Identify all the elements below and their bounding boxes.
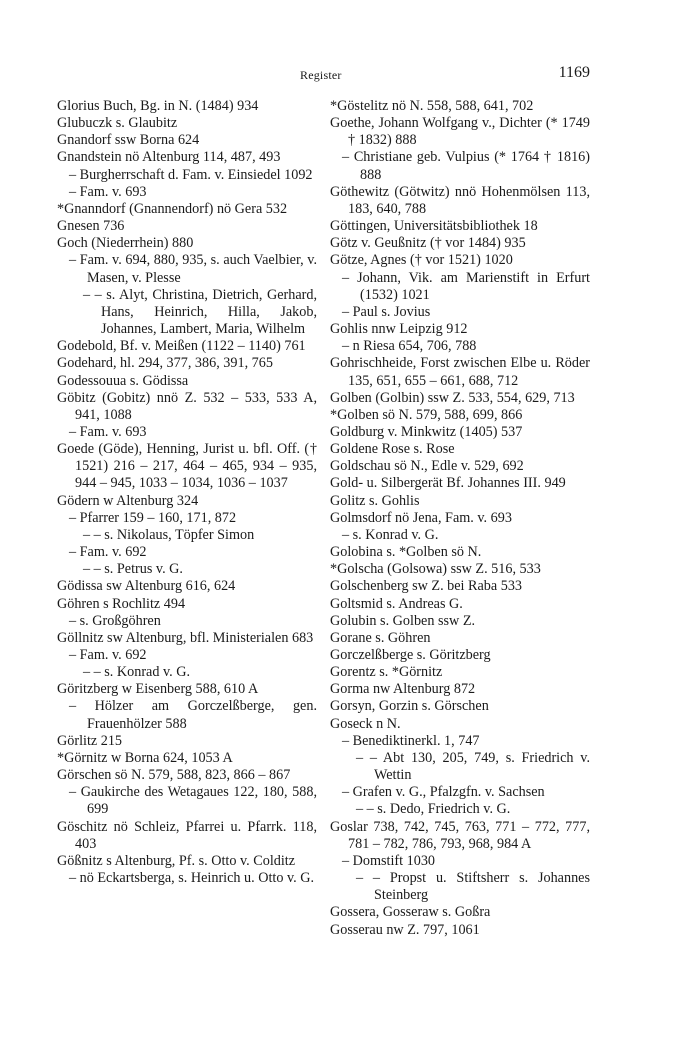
index-entry: – – s. Petrus v. G. (83, 561, 183, 578)
index-entry: Golitz s. Gohlis (330, 492, 420, 509)
page-number: 1169 (558, 64, 590, 81)
index-entry: – Paul s. Jovius (342, 303, 431, 320)
index-entry: Golben (Golbin) ssw Z. 533, 554, 629, 713 (330, 389, 575, 406)
index-entry: Gößnitz s Altenburg, Pf. s. Otto v. Colditz (57, 852, 296, 869)
index-entry: – Grafen v. G., Pfalzgfn. v. Sachsen (342, 784, 545, 801)
index-entry: – s. Konrad v. G. (342, 526, 439, 543)
index-entry: *Gnanndorf (Gnannendorf) nö Gera 532 (57, 200, 288, 217)
index-entry: Goldburg v. Minkwitz (1405) 537 (330, 423, 523, 440)
running-head: Register (300, 68, 342, 82)
index-entry: – Fam. v. 693 (69, 423, 147, 440)
index-entry: Goch (Niederrhein) 880 (57, 235, 194, 252)
index-entry: Gnandorf ssw Borna 624 (57, 132, 200, 149)
index-entry: Göritzberg w Eisenberg 588, 610 A (57, 681, 259, 698)
index-entry: – – s. Dedo, Friedrich v. G. (356, 801, 511, 818)
index-entry: – nö Eckartsberga, s. Heinrich u. Otto v. G. (69, 870, 315, 887)
index-entry: Golobina s. *Golben sö N. (330, 544, 482, 561)
index-entry: – Burgherrschaft d. Fam. v. Einsiedel 1092 (69, 166, 313, 183)
index-entry: Goethe, Johann Wolfgang v., Dichter (* 1749 † 1832) 888 (330, 115, 590, 149)
index-entry: Göschitz nö Schleiz, Pfarrei u. Pfarrk. 118, 403 (57, 818, 317, 852)
index-entry: – Gaukirche des Wetagaues 122, 180, 588, 699 (69, 784, 317, 818)
index-entry: – Fam. v. 692 (69, 647, 147, 663)
index-entry: Göthewitz (Götwitz) nnö Hohenmölsen 113, 183, 640, 788 (330, 183, 590, 217)
index-entry: – – Propst u. Stiftsherr s. Johannes Steinberg (356, 870, 590, 904)
index-column-right (330, 98, 590, 939)
index-entry: – s. Großgöhren (69, 612, 161, 629)
index-entry: – n Riesa 654, 706, 788 (342, 338, 477, 355)
index-entry: Gorma nw Altenburg 872 (330, 681, 476, 698)
index-entry: Goede (Göde), Henning, Jurist u. bfl. Off. († 1521) 216 – 217, 464 – 465, 934 – 935, 944 – 945, 1033 – 1034, 1036 – 1037 (57, 441, 317, 492)
index-entry: Golubin s. Golben ssw Z. (330, 612, 476, 629)
index-entry: Gödissa sw Altenburg 616, 624 (57, 578, 236, 595)
index-entry: – Hölzer am Gorczelßberge, gen. Frauenhölzer 588 (69, 698, 317, 732)
index-entry: – – s. Konrad v. G. (83, 664, 191, 681)
index-entry: – Christiane geb. Vulpius (* 1764 † 1816) 888 (342, 149, 590, 183)
index-entry: Goltsmid s. Andreas G. (330, 595, 463, 612)
index-entry: Gosserau nw Z. 797, 1061 (330, 921, 480, 938)
index-entry: Golmsdorf nö Jena, Fam. v. 693 (330, 509, 512, 526)
index-entry: Godehard, hl. 294, 377, 386, 391, 765 (57, 355, 273, 372)
index-entry: – Pfarrer 159 – 160, 171, 872 (69, 509, 237, 526)
index-entry: – Fam. v. 692 (69, 544, 147, 561)
index-entry: Goldschau sö N., Edle v. 529, 692 (330, 458, 524, 475)
index-entry: Gohrischheide, Forst zwischen Elbe u. Röder 135, 651, 655 – 661, 688, 712 (330, 355, 590, 389)
index-entry: – Domstift 1030 (342, 852, 436, 869)
index-entry: – Fam. v. 694, 880, 935, s. auch Vaelbier, v. Masen, v. Plesse (69, 252, 317, 286)
index-entry: Glorius Buch, Bg. in N. (1484) 934 (57, 98, 259, 114)
index-entry: – Johann, Vik. am Marienstift in Erfurt (1532) 1021 (342, 269, 590, 303)
index-entry: Gohlis nnw Leipzig 912 (330, 321, 468, 338)
index-entry: Görschen sö N. 579, 588, 823, 866 – 867 (57, 767, 291, 784)
index-entry: Gorane s. Göhren (330, 629, 431, 646)
index-entry: Gödern w Altenburg 324 (57, 492, 199, 509)
index-entry: Görlitz 215 (57, 732, 123, 749)
index-entry: Göhren s Rochlitz 494 (57, 595, 186, 612)
index-entry: *Görnitz w Borna 624, 1053 A (57, 749, 233, 766)
index-column-left (57, 98, 317, 887)
index-entry: Göttingen, Universitätsbibliothek 18 (330, 218, 538, 235)
index-entry: Gold- u. Silbergerät Bf. Johannes III. 949 (330, 475, 566, 492)
index-entry: *Golben sö N. 579, 588, 699, 866 (330, 406, 523, 423)
index-entry: Golschenberg sw Z. bei Raba 533 (330, 578, 523, 595)
index-entry: Godessouua s. Gödissa (57, 372, 189, 389)
index-entry: Götz v. Geußnitz († vor 1484) 935 (330, 235, 526, 252)
index-entry: Goseck n N. (330, 715, 401, 732)
index-entry: Gnandstein nö Altenburg 114, 487, 493 (57, 149, 281, 166)
index-entry: – Fam. v. 693 (69, 183, 147, 200)
index-entry: – – s. Nikolaus, Töpfer Simon (83, 526, 255, 543)
index-entry: Goslar 738, 742, 745, 763, 771 – 772, 777, 781 – 782, 786, 793, 968, 984 A (330, 818, 590, 852)
index-entry: Godebold, Bf. v. Meißen (1122 – 1140) 761 (57, 338, 306, 355)
index-entry: Gorczelßberge s. Göritzberg (330, 647, 491, 663)
index-entry: Gorentz s. *Görnitz (330, 664, 443, 681)
index-entry: Glubuczk s. Glaubitz (57, 115, 178, 132)
index-entry: Götze, Agnes († vor 1521) 1020 (330, 252, 513, 269)
index-entry: Gossera, Gosseraw s. Goßra (330, 904, 491, 921)
index-entry: Göllnitz sw Altenburg, bfl. Ministerialen 683 (57, 629, 314, 646)
index-entry: Göbitz (Gobitz) nnö Z. 532 – 533, 533 A, 941, 1088 (57, 389, 317, 423)
index-entry: – – s. Alyt, Christina, Dietrich, Gerhard, Hans, Heinrich, Hilla, Jakob, Johannes, Lambert, Maria, Wilhelm (83, 286, 317, 338)
index-entry: Goldene Rose s. Rose (330, 441, 455, 458)
page-header (0, 64, 700, 88)
index-entry: Gnesen 736 (57, 218, 125, 235)
index-entry: *Göstelitz nö N. 558, 588, 641, 702 (330, 98, 534, 114)
index-entry: – Benediktinerkl. 1, 747 (342, 732, 480, 749)
index-entry: Gorsyn, Gorzin s. Görschen (330, 698, 489, 715)
index-entry: *Golscha (Golsowa) ssw Z. 516, 533 (330, 561, 541, 578)
index-entry: – – Abt 130, 205, 749, s. Friedrich v. Wettin (356, 749, 590, 784)
